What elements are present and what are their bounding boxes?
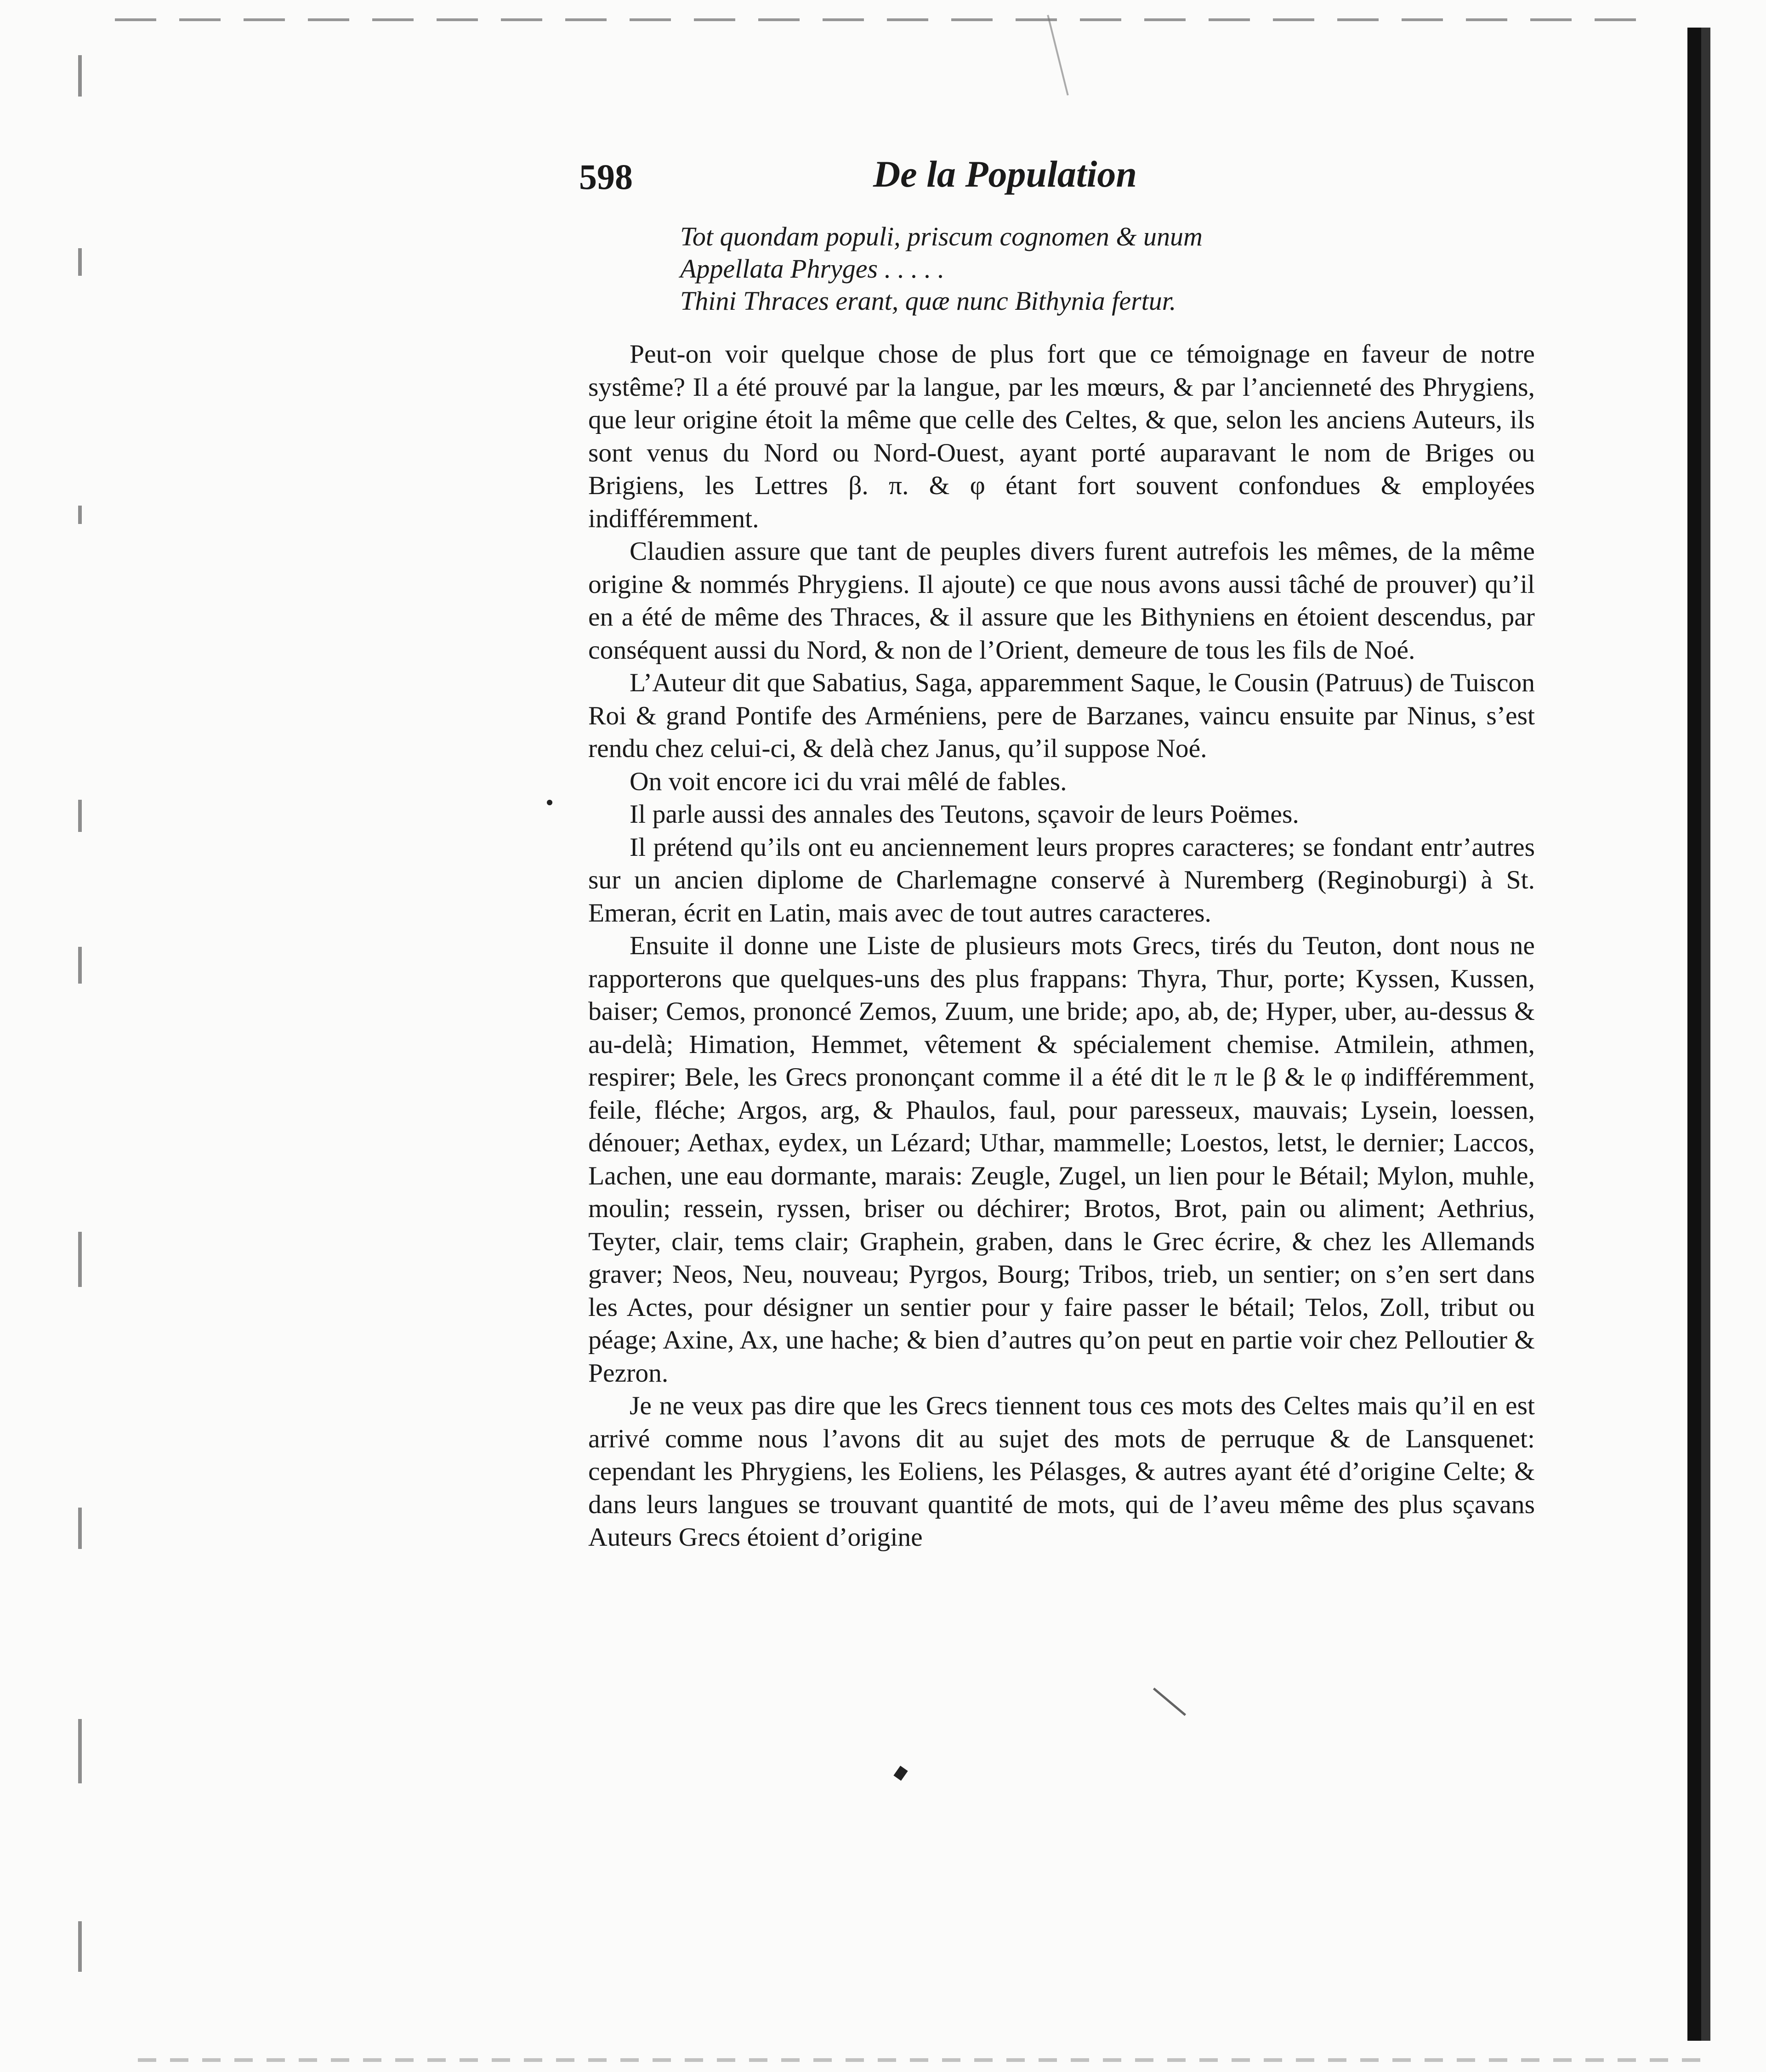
paragraph: Je ne veux pas dire que les Grecs tiennent tous ces mots des Celtes mais qu’il en est arrivé comme nous l’avons dit au sujet des mots de perruque & de Lansquenet: cependant les Phrygiens, les Eoliens, les Pélasges, & autres ayant été d’origine Celte; & dans leurs langues se trouvant quantité de mots, qui de l’aveu même des plus sçavans Auteurs Grecs étoient d’origine [588,1391,1535,1552]
scan-bottom-edge [138,2058,1700,2062]
verse-line: Appellata Phryges . . . . . [680,254,945,284]
verse-line: Tot quondam populi, priscum cognomen & unum [680,222,1203,251]
body-text [588,338,1535,1554]
page-binding-shadow [1687,28,1710,2041]
left-margin-marks [78,55,97,2032]
page-number: 598 [579,157,633,197]
page-header [579,147,1186,211]
paragraph: L’Auteur dit que Sabatius, Saga, apparemment Saque, le Cousin (Patruus) de Tuiscon Roi & grand Pontife des Arméniens, pere de Barzanes, vaincu ensuite par Ninus, s’est rendu chez celui-ci, & delà chez Janus, qu’il suppose Noé. [588,668,1535,763]
ink-speck [1153,1688,1186,1716]
paragraph: Il prétend qu’ils ont eu anciennement leurs propres caracteres; se fondant entr’autres sur un ancien diplome de Charlemagne conservé à Nuremberg (Reginoburgi) à St. Emeran, écrit en Latin, mais avec de tout autres caracteres. [588,832,1535,928]
paragraph: Peut-on voir quelque chose de plus fort que ce témoignage en faveur de notre systême? Il a été prouvé par la langue, par les mœurs, & par l’ancienneté des Phrygiens, que leur origine étoit la même que celle des Celtes, & que, selon les anciens Auteurs, ils sont venus du Nord ou Nord-Ouest, ayant porté auparavant le nom de Briges ou Brigiens, les Lettres β. π. & φ étant fort souvent confondues & employées indifféremment. [588,340,1535,533]
running-title: De la Population [873,153,1137,195]
paragraph: Il parle aussi des annales des Teutons, sçavoir de leurs Poëmes. [630,800,1299,829]
scan-top-edge [115,18,1654,21]
ink-speck [893,1766,908,1781]
paragraph: Claudien assure que tant de peuples divers furent autrefois les mêmes, de la même origine & nommés Phrygiens. Il ajoute) ce que nous avons aussi tâché de prouver) qu’il en a été de même des Thraces, & il assure que les Bithyniens en étoient descendus, par conséquent aussi du Nord, & non de l’Orient, demeure de tous les fils de Noé. [588,537,1535,665]
scan-crease [1047,15,1068,96]
paragraph: Ensuite il donne une Liste de plusieurs mots Grecs, tirés du Teuton, dont nous ne rapporterons que quelques-uns des plus frappans: Thyra, Thur, porte; Kyssen, Kussen, baiser; Cemos, prononcé Zemos, Zuum, une bride; apo, ab, de; Hyper, uber, au-dessus & au-delà; Himation, Hemmet, vêtement & spécialement chemise. Atmilein, athmen, respirer; Bele, les Grecs prononçant comme il a été dit le π le β & le φ indifféremment, feile, fléche; Argos, arg, & Phaulos, faul, pour paresseux, mauvais; Lysein, loessen, dénouer; Aethax, eydex, un Lézard; Uthar, mammelle; Loestos, letst, le dernier; Laccos, Lachen, une eau dormante, marais: Zeugle, Zugel, un lien pour le Bétail; Mylon, muhle, moulin; ressein, ryssen, briser ou déchirer; Brotos, Brot, pain ou aliment; Aethrius, Teyter, clair, tems clair; Graphein, graben, dans le Grec écrire, & chez les Allemands graver; Neos, Neu, nouveau; Pyrgos, Bourg; Tribos, trieb, un sentier; on s’en sert dans les Actes, pour désigner un sentier pour y faire passer le bétail; Telos, Zoll, tribut ou péage; Axine, Ax, une hache; & bien d’autres qu’on peut en partie voir chez Pelloutier & Pezron. [588,931,1535,1388]
ink-speck [547,800,552,805]
paragraph: On voit encore ici du vrai mêlé de fables. [630,767,1067,796]
verse-line: Thini Thraces erant, quæ nunc Bithynia fertur. [680,286,1176,316]
latin-verse-quote [680,221,1323,317]
